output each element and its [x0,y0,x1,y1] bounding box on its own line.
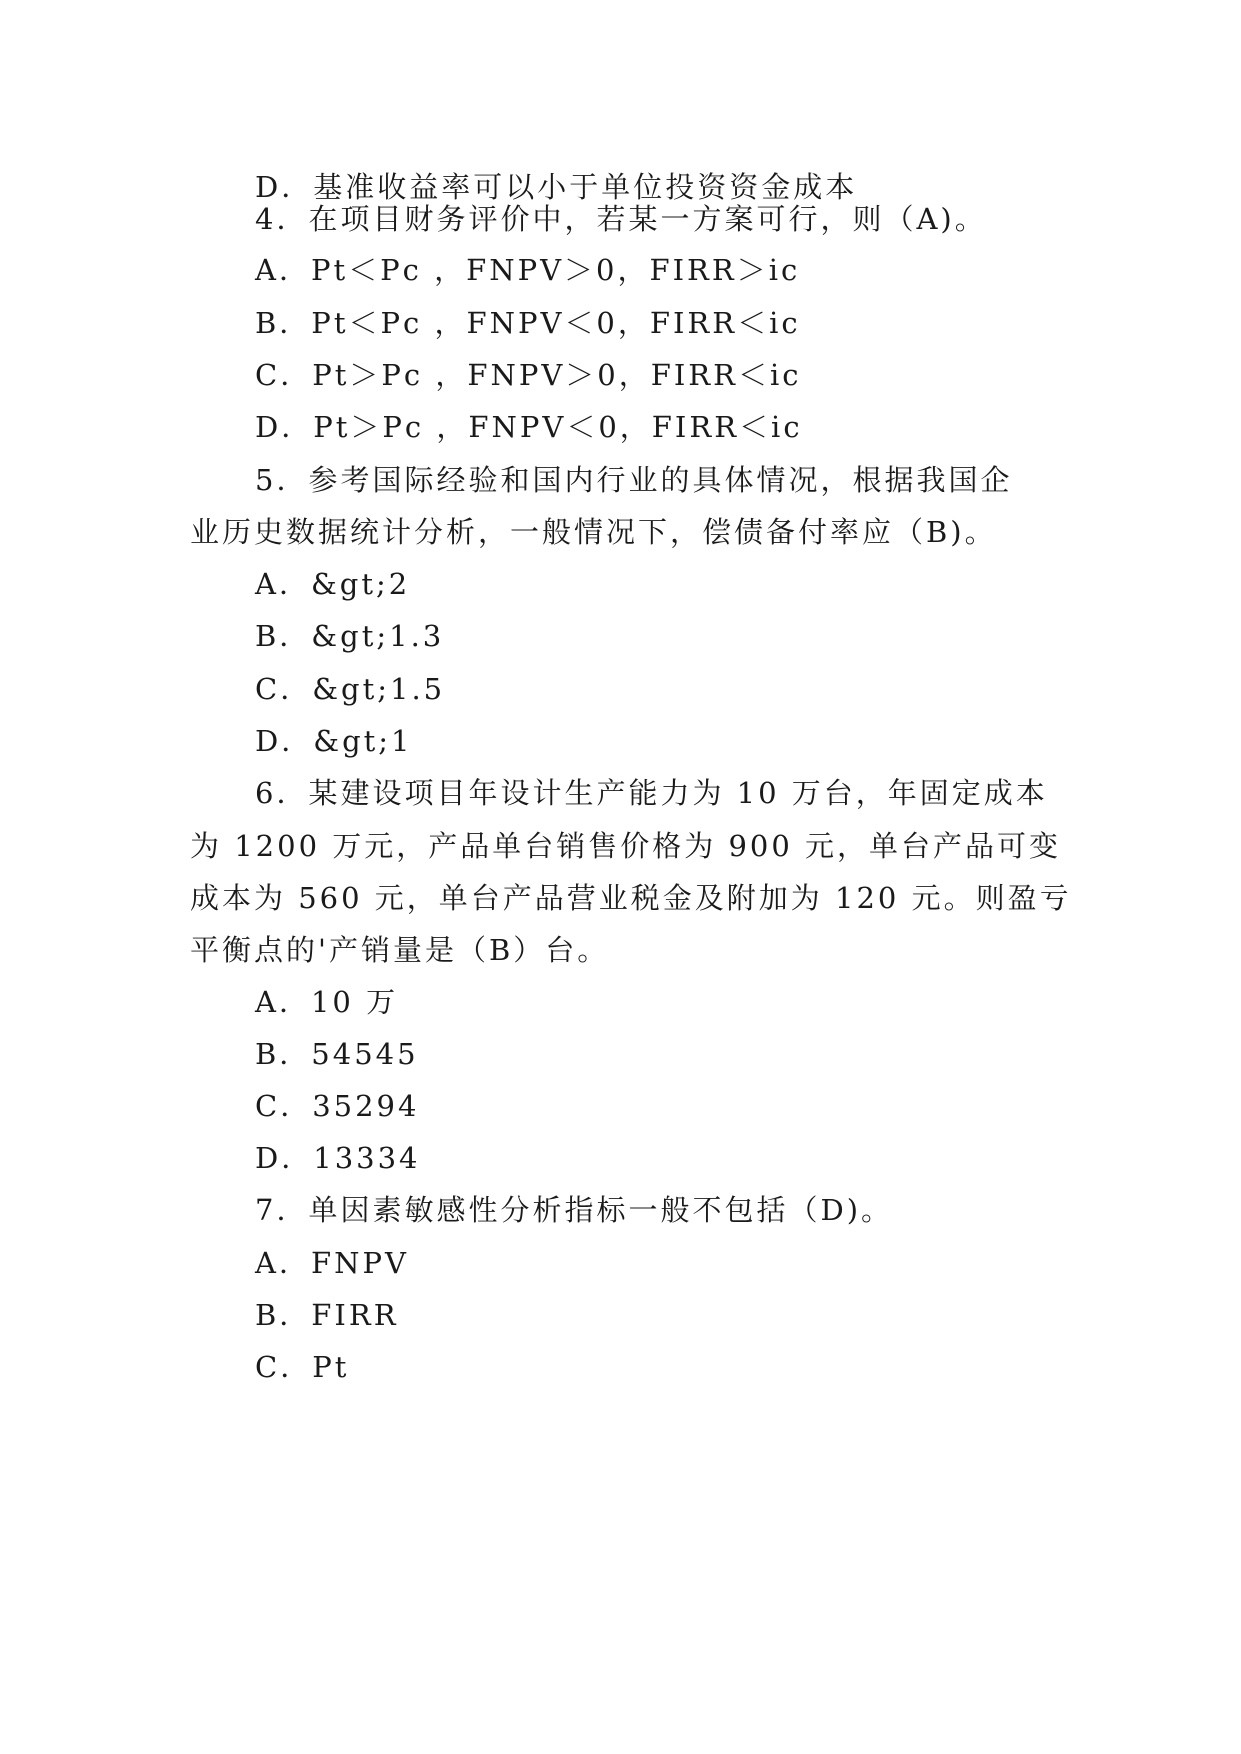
question-6-line-1: 6．某建设项目年设计生产能力为 10 万台，年固定成本 [255,776,1048,810]
question-6-line-4: 平衡点的'产销量是（B）台。 [190,933,610,967]
option-7c: C．Pt [255,1350,350,1384]
question-5-line-2: 业历史数据统计分析，一般情况下，偿债备付率应（B)。 [190,515,997,549]
question-4: 4．在项目财务评价中，若某一方案可行，则（A)。 [255,202,987,236]
option-6a: A．10 万 [255,985,399,1019]
option-6b: B．54545 [255,1037,419,1071]
question-7: 7．单因素敏感性分析指标一般不包括（D)。 [255,1193,894,1227]
option-7b: B．FIRR [255,1298,399,1332]
option-4b: B．Pt＜Pc ，FNPV＜0，FIRR＜ic [255,306,801,340]
option-6c: C．35294 [255,1089,420,1123]
option-3d: D．基准收益率可以小于单位投资资金成本 [255,170,858,204]
option-5c: C．&gt;1.5 [255,672,446,706]
option-4a: A．Pt＜Pc ，FNPV＞0，FIRR＞ic [255,253,801,287]
option-4c: C．Pt＞Pc ，FNPV＞0，FIRR＜ic [255,358,802,392]
question-6-line-3: 成本为 560 元，单台产品营业税金及附加为 120 元。则盈亏 [190,881,1072,915]
option-5b: B．&gt;1.3 [255,619,445,653]
option-5d: D．&gt;1 [255,724,413,758]
option-5a: A．&gt;2 [255,567,411,601]
option-6d: D．13334 [255,1141,421,1175]
question-5-line-1: 5．参考国际经验和国内行业的具体情况，根据我国企 [255,463,1013,497]
option-4d: D．Pt＞Pc ，FNPV＜0，FIRR＜ic [255,410,803,444]
question-6-line-2: 为 1200 万元，产品单台销售价格为 900 元，单台产品可变 [190,829,1062,863]
option-7a: A．FNPV [255,1246,409,1280]
